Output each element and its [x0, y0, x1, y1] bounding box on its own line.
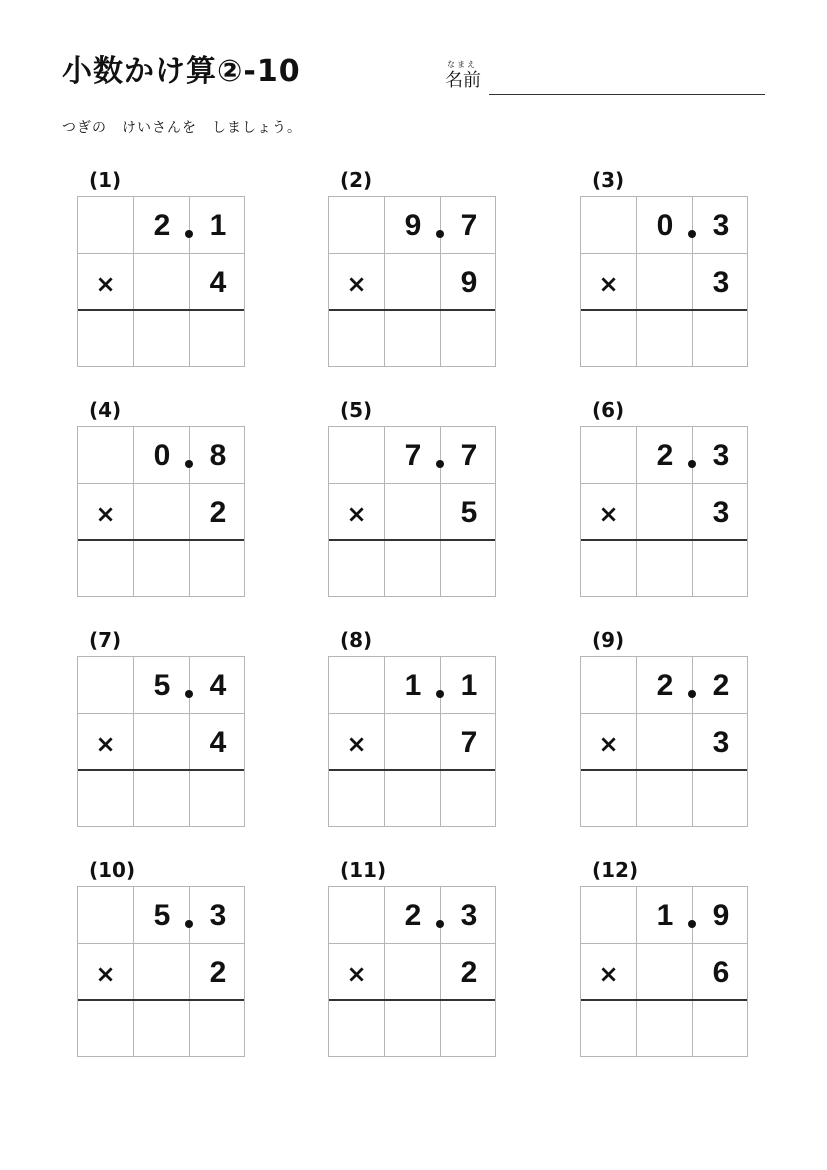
multiplier: 2 — [460, 956, 478, 989]
calculation-grid — [77, 886, 245, 1057]
multiplicand-ones: 1 — [656, 899, 674, 932]
problem-number: (9) — [592, 628, 625, 652]
problem — [328, 628, 498, 838]
problem-number: (12) — [592, 858, 639, 882]
times-sign: × — [346, 270, 367, 298]
multiplier: 4 — [209, 726, 227, 759]
multiplicand-ones: 2 — [656, 439, 674, 472]
name-label: 名前 — [445, 70, 481, 91]
calculation-grid — [77, 426, 245, 597]
problem — [580, 628, 750, 838]
answer-cell[interactable] — [134, 311, 190, 368]
problem — [77, 168, 247, 378]
calculation-grid — [77, 656, 245, 827]
times-sign: × — [95, 730, 116, 758]
answer-cell[interactable] — [693, 1001, 749, 1058]
multiplicand-ones: 5 — [153, 899, 171, 932]
multiplier: 4 — [209, 266, 227, 299]
calculation-grid — [328, 656, 496, 827]
problem-number: (8) — [340, 628, 373, 652]
times-sign: × — [346, 730, 367, 758]
answer-cell[interactable] — [78, 771, 134, 828]
multiplicand-ones: 7 — [404, 439, 422, 472]
answer-cell[interactable] — [134, 541, 190, 598]
problem — [77, 628, 247, 838]
calculation-grid — [328, 886, 496, 1057]
answer-cell[interactable] — [693, 541, 749, 598]
answer-cell[interactable] — [581, 541, 637, 598]
times-sign: × — [95, 270, 116, 298]
answer-cell[interactable] — [78, 1001, 134, 1058]
answer-cell[interactable] — [78, 541, 134, 598]
problem-number: (2) — [340, 168, 373, 192]
times-sign: × — [346, 500, 367, 528]
problem — [77, 858, 247, 1068]
answer-cell[interactable] — [385, 541, 441, 598]
multiplicand-ones: 5 — [153, 669, 171, 702]
multiplier: 3 — [712, 496, 730, 529]
answer-cell[interactable] — [190, 771, 246, 828]
name-line[interactable] — [489, 94, 765, 95]
times-sign: × — [598, 960, 619, 988]
multiplier: 7 — [460, 726, 478, 759]
multiplicand-ones: 2 — [153, 209, 171, 242]
answer-cell[interactable] — [637, 1001, 693, 1058]
multiplicand-tenths: 7 — [460, 209, 478, 242]
problem-number: (11) — [340, 858, 387, 882]
multiplicand-ones: 1 — [404, 669, 422, 702]
answer-cell[interactable] — [385, 771, 441, 828]
multiplier: 3 — [712, 726, 730, 759]
problem — [328, 858, 498, 1068]
multiplicand-tenths: 3 — [460, 899, 478, 932]
answer-cell[interactable] — [134, 771, 190, 828]
answer-cell[interactable] — [385, 1001, 441, 1058]
problem-number: (5) — [340, 398, 373, 422]
name-block — [445, 60, 765, 100]
answer-cell[interactable] — [693, 771, 749, 828]
problem — [328, 168, 498, 378]
problem — [580, 168, 750, 378]
problem — [77, 398, 247, 608]
multiplicand-tenths: 1 — [460, 669, 478, 702]
answer-cell[interactable] — [134, 1001, 190, 1058]
answer-cell[interactable] — [581, 771, 637, 828]
worksheet-title: 小数かけ算②-10 — [62, 54, 301, 89]
multiplicand-tenths: 9 — [712, 899, 730, 932]
answer-cell[interactable] — [441, 1001, 497, 1058]
calculation-grid — [77, 196, 245, 367]
calculation-grid — [328, 426, 496, 597]
calculation-grid — [580, 196, 748, 367]
multiplier: 6 — [712, 956, 730, 989]
answer-cell[interactable] — [329, 771, 385, 828]
answer-cell[interactable] — [693, 311, 749, 368]
problem-number: (7) — [89, 628, 122, 652]
multiplicand-ones: 2 — [656, 669, 674, 702]
multiplicand-ones: 9 — [404, 209, 422, 242]
times-sign: × — [598, 270, 619, 298]
instructions: つぎの けいさんを しましょう。 — [62, 120, 302, 136]
multiplicand-ones: 0 — [656, 209, 674, 242]
multiplicand-tenths: 8 — [209, 439, 227, 472]
multiplicand-tenths: 4 — [209, 669, 227, 702]
answer-cell[interactable] — [441, 541, 497, 598]
problem-number: (6) — [592, 398, 625, 422]
calculation-grid — [580, 886, 748, 1057]
answer-cell[interactable] — [441, 311, 497, 368]
times-sign: × — [598, 730, 619, 758]
multiplier: 2 — [209, 496, 227, 529]
calculation-grid — [580, 426, 748, 597]
times-sign: × — [598, 500, 619, 528]
answer-cell[interactable] — [637, 541, 693, 598]
multiplier: 2 — [209, 956, 227, 989]
answer-cell[interactable] — [78, 311, 134, 368]
multiplicand-tenths: 3 — [712, 209, 730, 242]
times-sign: × — [346, 960, 367, 988]
name-ruby: なまえ — [447, 60, 477, 69]
answer-cell[interactable] — [190, 311, 246, 368]
answer-cell[interactable] — [329, 1001, 385, 1058]
answer-cell[interactable] — [190, 541, 246, 598]
problem-number: (1) — [89, 168, 122, 192]
multiplier: 9 — [460, 266, 478, 299]
multiplicand-ones: 2 — [404, 899, 422, 932]
problem-number: (4) — [89, 398, 122, 422]
calculation-grid — [328, 196, 496, 367]
multiplicand-tenths: 2 — [712, 669, 730, 702]
times-sign: × — [95, 500, 116, 528]
answer-cell[interactable] — [637, 311, 693, 368]
multiplicand-tenths: 7 — [460, 439, 478, 472]
problem — [580, 398, 750, 608]
answer-cell[interactable] — [637, 771, 693, 828]
multiplicand-tenths: 3 — [712, 439, 730, 472]
calculation-grid — [580, 656, 748, 827]
answer-cell[interactable] — [581, 311, 637, 368]
multiplicand-tenths: 1 — [209, 209, 227, 242]
multiplicand-ones: 0 — [153, 439, 171, 472]
answer-cell[interactable] — [441, 771, 497, 828]
multiplier: 3 — [712, 266, 730, 299]
answer-cell[interactable] — [581, 1001, 637, 1058]
answer-cell[interactable] — [385, 311, 441, 368]
times-sign: × — [95, 960, 116, 988]
answer-cell[interactable] — [190, 1001, 246, 1058]
answer-cell[interactable] — [329, 541, 385, 598]
answer-cell[interactable] — [329, 311, 385, 368]
problem — [328, 398, 498, 608]
multiplier: 5 — [460, 496, 478, 529]
problem-number: (3) — [592, 168, 625, 192]
multiplicand-tenths: 3 — [209, 899, 227, 932]
problem — [580, 858, 750, 1068]
problem-number: (10) — [89, 858, 136, 882]
